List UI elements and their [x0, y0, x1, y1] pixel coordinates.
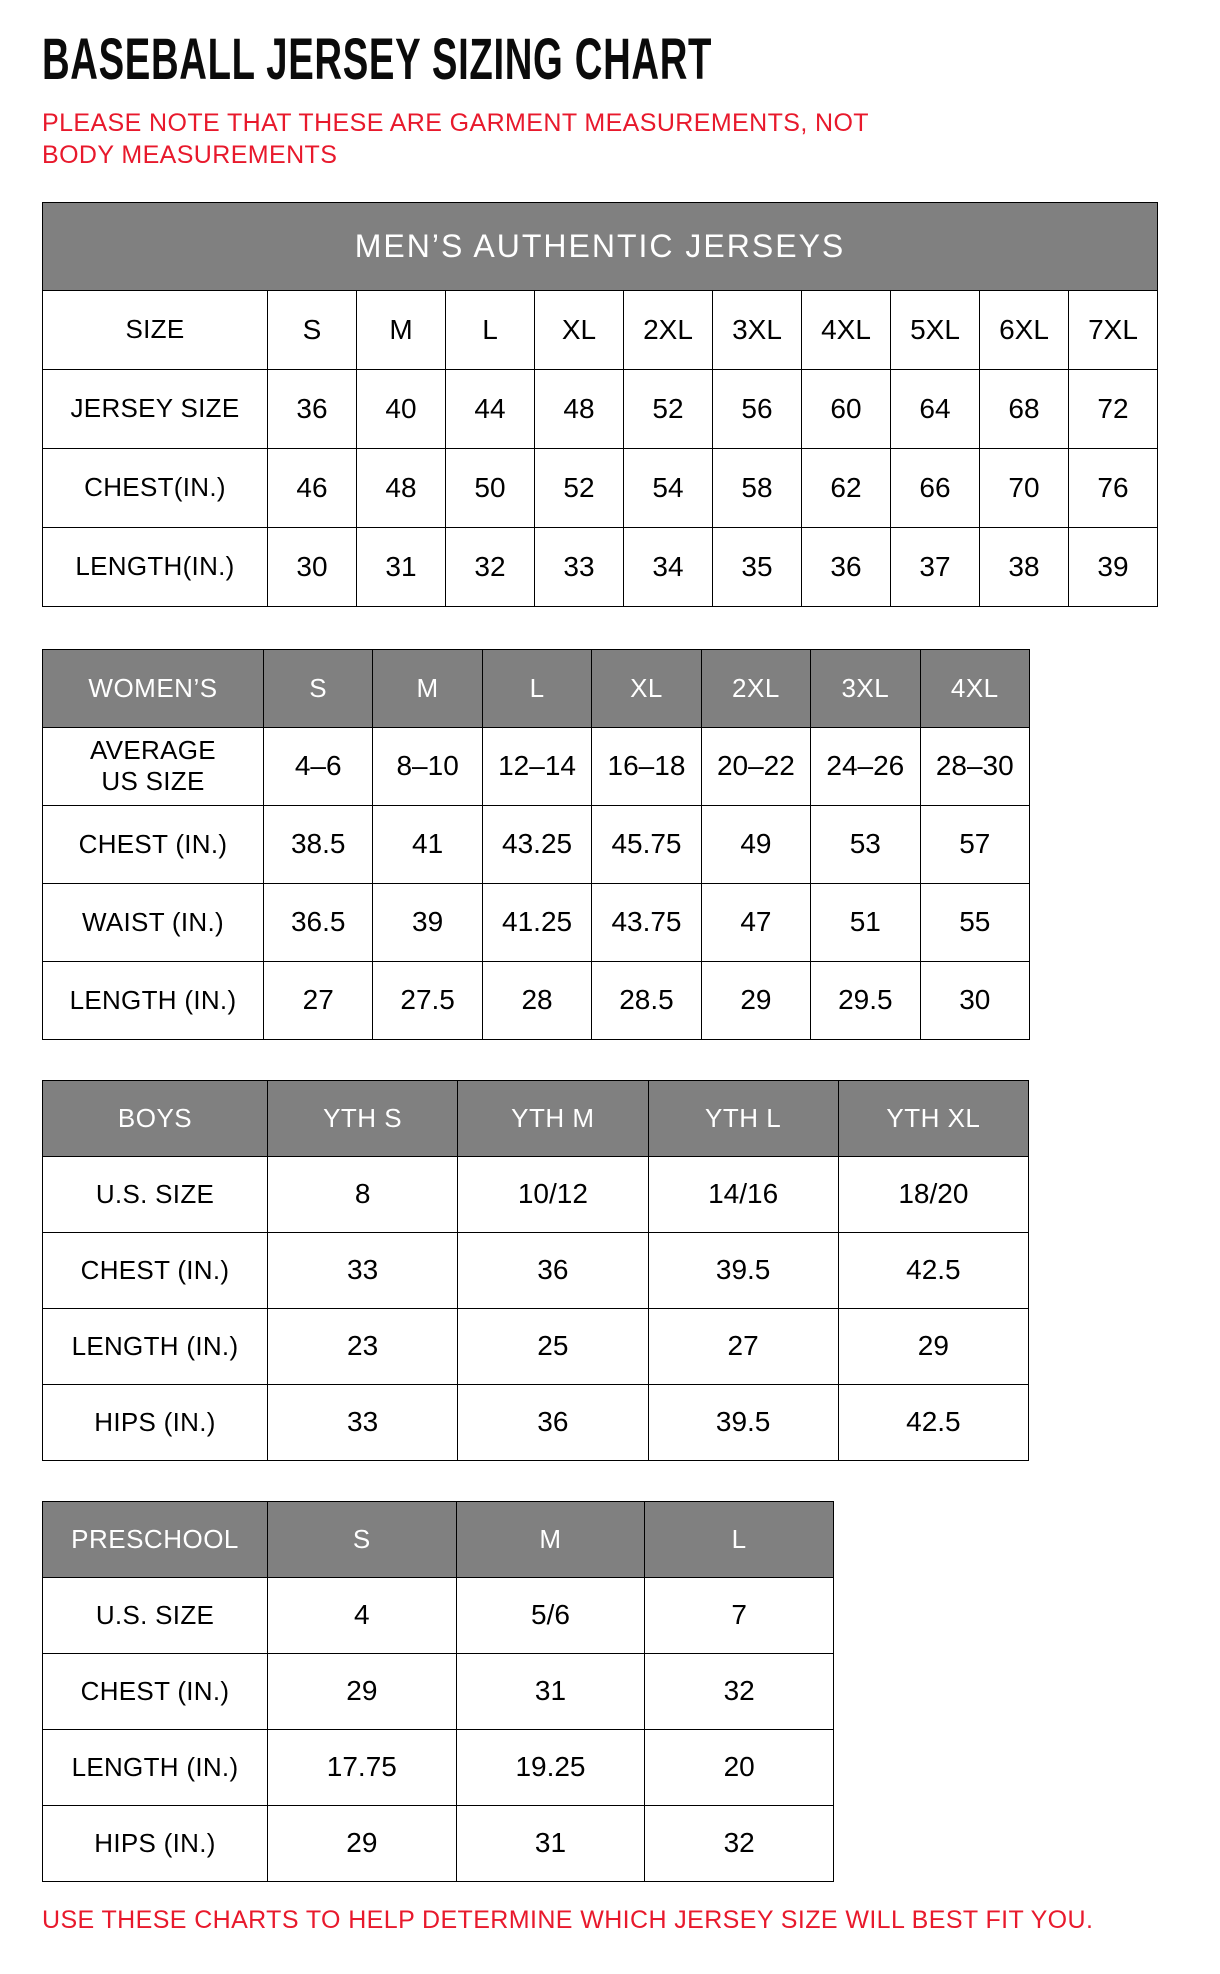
column-header-cell: L — [645, 1501, 834, 1577]
table-row — [43, 961, 1030, 1039]
value-cell: 72 — [1069, 369, 1158, 448]
table-header-row — [43, 1501, 834, 1577]
value-cell: 19.25 — [456, 1729, 645, 1805]
row-label-cell: CHEST(IN.) — [43, 448, 268, 527]
column-header-cell: M — [373, 649, 482, 727]
value-cell: 54 — [624, 448, 713, 527]
value-cell: 27.5 — [373, 961, 482, 1039]
value-cell: 31 — [357, 527, 446, 606]
value-cell: 57 — [920, 805, 1029, 883]
column-header-cell: YTH S — [268, 1080, 458, 1156]
value-cell: 42.5 — [838, 1384, 1028, 1460]
value-cell: 32 — [645, 1805, 834, 1881]
table-row — [43, 1308, 1029, 1384]
value-cell: M — [357, 290, 446, 369]
table-title-cell: BOYS — [43, 1080, 268, 1156]
value-cell: 12–14 — [482, 727, 591, 805]
value-cell: 7XL — [1069, 290, 1158, 369]
table-header-row — [43, 1080, 1029, 1156]
row-label-cell: U.S. SIZE — [43, 1577, 268, 1653]
value-cell: 43.75 — [592, 883, 701, 961]
table-row — [43, 448, 1158, 527]
value-cell: 24–26 — [811, 727, 920, 805]
value-cell: 4XL — [802, 290, 891, 369]
value-cell: 4–6 — [264, 727, 373, 805]
value-cell: 58 — [713, 448, 802, 527]
womens-size-table — [42, 649, 1030, 1040]
value-cell: 33 — [535, 527, 624, 606]
value-cell: 55 — [920, 883, 1029, 961]
mens-authentic-jerseys-table — [42, 202, 1220, 607]
boys-size-table — [42, 1080, 1029, 1461]
value-cell: 45.75 — [592, 805, 701, 883]
value-cell: 41.25 — [482, 883, 591, 961]
value-cell: 28.5 — [592, 961, 701, 1039]
value-cell: 29 — [268, 1805, 457, 1881]
table-banner: MEN’S AUTHENTIC JERSEYS — [43, 202, 1158, 290]
value-cell: 41 — [373, 805, 482, 883]
table-row — [43, 805, 1030, 883]
table-row — [43, 1805, 834, 1881]
value-cell: 17.75 — [268, 1729, 457, 1805]
value-cell: 33 — [268, 1384, 458, 1460]
value-cell: 38 — [980, 527, 1069, 606]
value-cell: 39 — [1069, 527, 1158, 606]
column-header-cell: L — [482, 649, 591, 727]
value-cell: 29 — [268, 1653, 457, 1729]
table-row — [43, 1729, 834, 1805]
value-cell: 29 — [701, 961, 810, 1039]
preschool-size-table — [42, 1501, 834, 1882]
row-label-cell: JERSEY SIZE — [43, 369, 268, 448]
row-label-cell: AVERAGE US SIZE — [43, 727, 264, 805]
table-row — [43, 1577, 834, 1653]
value-cell: 29 — [838, 1308, 1028, 1384]
value-cell: 52 — [535, 448, 624, 527]
value-cell: 20 — [645, 1729, 834, 1805]
value-cell: 10/12 — [458, 1156, 648, 1232]
value-cell: 53 — [811, 805, 920, 883]
garment-measurement-note: PLEASE NOTE THAT THESE ARE GARMENT MEASUREMENTS, NOT BODY MEASUREMENTS — [42, 108, 869, 170]
value-cell: 28–30 — [920, 727, 1029, 805]
value-cell: 56 — [713, 369, 802, 448]
fit-advice-note: USE THESE CHARTS TO HELP DETERMINE WHICH JERSEY SIZE WILL BEST FIT YOU. — [42, 1905, 1094, 1934]
value-cell: 38.5 — [264, 805, 373, 883]
value-cell: 44 — [446, 369, 535, 448]
row-label-cell: LENGTH (IN.) — [43, 1308, 268, 1384]
value-cell: 34 — [624, 527, 713, 606]
value-cell: 50 — [446, 448, 535, 527]
value-cell: 30 — [268, 527, 357, 606]
value-cell: 18/20 — [838, 1156, 1028, 1232]
table-title-cell: PRESCHOOL — [43, 1501, 268, 1577]
value-cell: 30 — [920, 961, 1029, 1039]
value-cell: 62 — [802, 448, 891, 527]
value-cell: XL — [535, 290, 624, 369]
row-label-cell: HIPS (IN.) — [43, 1384, 268, 1460]
mens-size-table — [42, 202, 1158, 607]
value-cell: 20–22 — [701, 727, 810, 805]
value-cell: 27 — [264, 961, 373, 1039]
value-cell: 76 — [1069, 448, 1158, 527]
column-header-cell: S — [264, 649, 373, 727]
value-cell: 66 — [891, 448, 980, 527]
column-header-cell: 2XL — [701, 649, 810, 727]
value-cell: 42.5 — [838, 1232, 1028, 1308]
table-row — [43, 883, 1030, 961]
value-cell: 36.5 — [264, 883, 373, 961]
table-row — [43, 369, 1158, 448]
table-row — [43, 290, 1158, 369]
value-cell: 36 — [268, 369, 357, 448]
column-header-cell: 3XL — [811, 649, 920, 727]
value-cell: L — [446, 290, 535, 369]
value-cell: 3XL — [713, 290, 802, 369]
value-cell: 4 — [268, 1577, 457, 1653]
row-label-cell: CHEST (IN.) — [43, 1232, 268, 1308]
value-cell: 16–18 — [592, 727, 701, 805]
table-row — [43, 1232, 1029, 1308]
row-label-cell: LENGTH (IN.) — [43, 1729, 268, 1805]
column-header-cell: S — [268, 1501, 457, 1577]
value-cell: 60 — [802, 369, 891, 448]
table-row — [43, 727, 1030, 805]
value-cell: 46 — [268, 448, 357, 527]
table-banner-row — [43, 202, 1158, 290]
row-label-cell: LENGTH (IN.) — [43, 961, 264, 1039]
value-cell: 27 — [648, 1308, 838, 1384]
column-header-cell: YTH L — [648, 1080, 838, 1156]
value-cell: 33 — [268, 1232, 458, 1308]
value-cell: 36 — [458, 1232, 648, 1308]
value-cell: 52 — [624, 369, 713, 448]
value-cell: 43.25 — [482, 805, 591, 883]
value-cell: 5XL — [891, 290, 980, 369]
value-cell: 37 — [891, 527, 980, 606]
value-cell: 68 — [980, 369, 1069, 448]
value-cell: 39.5 — [648, 1232, 838, 1308]
value-cell: 14/16 — [648, 1156, 838, 1232]
value-cell: 2XL — [624, 290, 713, 369]
table-row — [43, 1653, 834, 1729]
value-cell: 39.5 — [648, 1384, 838, 1460]
row-label-cell: SIZE — [43, 290, 268, 369]
value-cell: 64 — [891, 369, 980, 448]
value-cell: S — [268, 290, 357, 369]
value-cell: 6XL — [980, 290, 1069, 369]
value-cell: 35 — [713, 527, 802, 606]
value-cell: 48 — [535, 369, 624, 448]
value-cell: 40 — [357, 369, 446, 448]
column-header-cell: YTH M — [458, 1080, 648, 1156]
value-cell: 32 — [446, 527, 535, 606]
womens-sizing-table — [42, 649, 1220, 1040]
preschool-sizing-table — [42, 1501, 1220, 1882]
value-cell: 23 — [268, 1308, 458, 1384]
value-cell: 8–10 — [373, 727, 482, 805]
row-label-cell: HIPS (IN.) — [43, 1805, 268, 1881]
table-title-cell: WOMEN’S — [43, 649, 264, 727]
value-cell: 28 — [482, 961, 591, 1039]
value-cell: 7 — [645, 1577, 834, 1653]
table-row — [43, 527, 1158, 606]
value-cell: 70 — [980, 448, 1069, 527]
value-cell: 29.5 — [811, 961, 920, 1039]
row-label-cell: LENGTH(IN.) — [43, 527, 268, 606]
column-header-cell: XL — [592, 649, 701, 727]
column-header-cell: YTH XL — [838, 1080, 1028, 1156]
value-cell: 48 — [357, 448, 446, 527]
row-label-cell: CHEST (IN.) — [43, 805, 264, 883]
row-label-cell: WAIST (IN.) — [43, 883, 264, 961]
value-cell: 25 — [458, 1308, 648, 1384]
value-cell: 47 — [701, 883, 810, 961]
value-cell: 51 — [811, 883, 920, 961]
value-cell: 31 — [456, 1653, 645, 1729]
column-header-cell: 4XL — [920, 649, 1029, 727]
value-cell: 32 — [645, 1653, 834, 1729]
value-cell: 5/6 — [456, 1577, 645, 1653]
boys-sizing-table — [42, 1080, 1220, 1461]
value-cell: 31 — [456, 1805, 645, 1881]
value-cell: 36 — [458, 1384, 648, 1460]
table-row — [43, 1156, 1029, 1232]
column-header-cell: M — [456, 1501, 645, 1577]
row-label-cell: U.S. SIZE — [43, 1156, 268, 1232]
table-header-row — [43, 649, 1030, 727]
page-title — [42, 27, 1220, 92]
value-cell: 49 — [701, 805, 810, 883]
value-cell: 36 — [802, 527, 891, 606]
page-title-text: BASEBALL JERSEY SIZING CHART — [42, 27, 713, 92]
row-label-cell: CHEST (IN.) — [43, 1653, 268, 1729]
value-cell: 8 — [268, 1156, 458, 1232]
value-cell: 39 — [373, 883, 482, 961]
table-row — [43, 1384, 1029, 1460]
